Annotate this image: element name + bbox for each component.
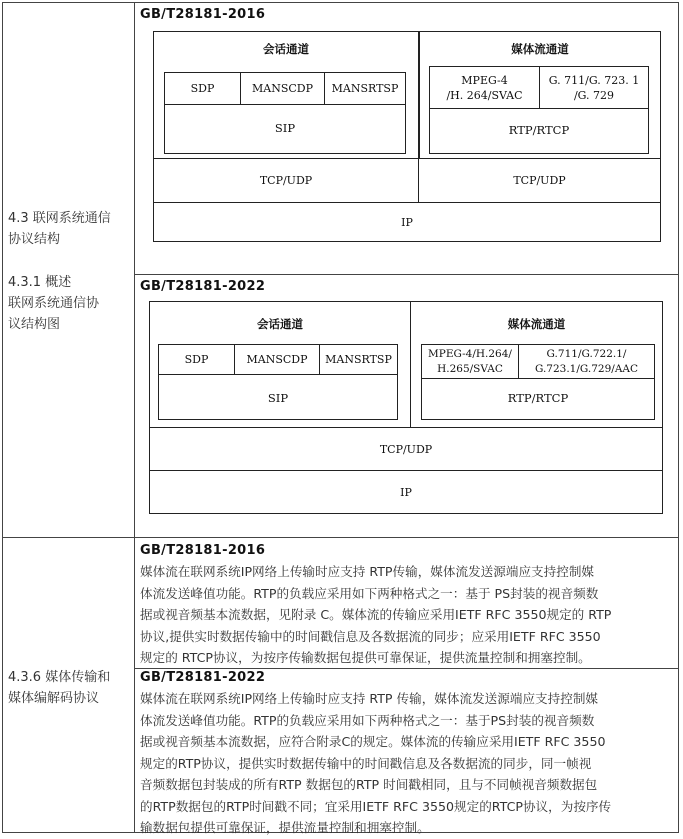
mansrtsp-box: MANSRTSP <box>319 344 398 375</box>
paragraph-line: 据或视音频基本流数据，见附录 C。媒体流的传输应采用IETF RFC 3550规定的 RTP <box>140 607 612 622</box>
audio-codec-line2: /G. 729 <box>573 88 615 102</box>
audio-codec-line1: G.711/G.722.1/ <box>546 347 627 360</box>
subsection-title: 4.3.1 概述 <box>8 275 72 290</box>
standard-label-2016-text: GB/T28181-2016 <box>140 543 266 558</box>
mansrtsp-box: MANSRTSP <box>324 72 406 105</box>
video-codec-line2: /H. 264/SVAC <box>446 88 523 102</box>
sip-label: SIP <box>267 391 289 405</box>
cell-divider <box>134 274 678 275</box>
paragraph-line: 媒体流在联网系统IP网络上传输时应支持 RTP传输，媒体流发送源端应支持控制媒 <box>140 564 595 579</box>
video-codec-line1: MPEG-4/H.264/ <box>428 347 512 360</box>
paragraph-line: 体流发送峰值功能。RTP的负载应采用如下两种格式之一：基于 PS封装的视音频数 <box>140 585 599 601</box>
section-title-cont: 媒体编解码协议 <box>8 691 100 706</box>
paragraph-line: 音频数据包封装成的所有RTP 数据包的RTP 时间戳相同，且与不同帧视音频数据包 <box>140 777 598 792</box>
paragraph-2022 <box>140 688 668 839</box>
paragraph-line: 规定的 RTCP协议，为按序传输数据包提供可靠保证，提供流量控制和拥塞控制。 <box>140 650 591 665</box>
sdp-box: SDP <box>164 72 241 105</box>
media-channel-title: 媒体流通道 <box>507 317 566 331</box>
subsection-desc-cont: 议结构图 <box>8 317 61 332</box>
rtp-label: RTP/RTCP <box>507 391 569 405</box>
tcp-udp-right-box: TCP/UDP <box>418 158 661 203</box>
tcp-udp-left-box: TCP/UDP <box>153 158 419 203</box>
sip-label: SIP <box>274 121 296 135</box>
audio-codec-box <box>518 344 655 379</box>
section-title: 4.3 联网系统通信 <box>8 211 111 226</box>
audio-codec-box <box>539 66 649 109</box>
manscdp-box: MANSCDP <box>234 344 320 375</box>
subsection-label <box>8 272 99 335</box>
standard-label-2022: GB/T28181-2022 <box>140 279 266 294</box>
standard-label-2016: GB/T28181-2016 <box>140 7 266 22</box>
session-channel-title: 会话通道 <box>263 42 309 56</box>
paragraph-line: 协议,提供实时数据传输中的时间戳信息及各数据流的同步；应采用IETF RFC 3550 <box>140 628 601 644</box>
video-codec-box <box>429 66 540 109</box>
audio-codec-line1: G. 711/G. 723. 1 <box>548 73 640 87</box>
rtp-label: RTP/RTCP <box>508 123 570 137</box>
video-codec-line1: MPEG-4 <box>461 73 508 87</box>
media-channel-title: 媒体流通道 <box>511 42 569 56</box>
paragraph-2016 <box>140 561 668 669</box>
paragraph-line: 规定的RTP协议，提供实时数据传输中的时间戳信息及各数据流的同步，同一帧视 <box>140 755 592 771</box>
manscdp-box: MANSCDP <box>240 72 325 105</box>
section-title-cont: 协议结构 <box>8 232 61 247</box>
row-divider <box>3 537 678 538</box>
paragraph-line: 据或视音频基本流数据，应符合附录C的规定。媒体流的传输应采用IETF RFC 3550 <box>140 734 606 749</box>
paragraph-line: 的RTP数据包的RTP时间戳不同；宜采用IETF RFC 3550规定的RTCP协议，为按序传 <box>140 798 612 814</box>
sdp-box: SDP <box>158 344 235 375</box>
tcp-udp-box: TCP/UDP <box>149 427 663 471</box>
section-label-media <box>8 667 110 709</box>
paragraph-line: 媒体流在联网系统IP网络上传输时应支持 RTP 传输，媒体流发送源端应支持控制媒 <box>140 691 599 706</box>
video-codec-box <box>421 344 519 379</box>
video-codec-line2: H.265/SVAC <box>437 362 503 375</box>
session-channel-title: 会话通道 <box>257 317 303 331</box>
subsection-desc: 联网系统通信协 <box>8 296 100 311</box>
paragraph-line: 体流发送峰值功能。RTP的负载应采用如下两种格式之一：基于PS封装的视音频数 <box>140 712 595 728</box>
ip-box: IP <box>153 202 661 242</box>
standard-label-2022-text: GB/T28181-2022 <box>140 670 266 685</box>
paragraph-line: 输数据包提供可靠保证，提供流量控制和拥塞控制。 <box>140 820 430 835</box>
ip-box: IP <box>149 470 663 514</box>
section-label <box>8 208 111 250</box>
column-divider <box>134 3 135 832</box>
section-title: 4.3.6 媒体传输和 <box>8 670 111 685</box>
audio-codec-line2: G.723.1/G.729/AAC <box>534 362 639 375</box>
